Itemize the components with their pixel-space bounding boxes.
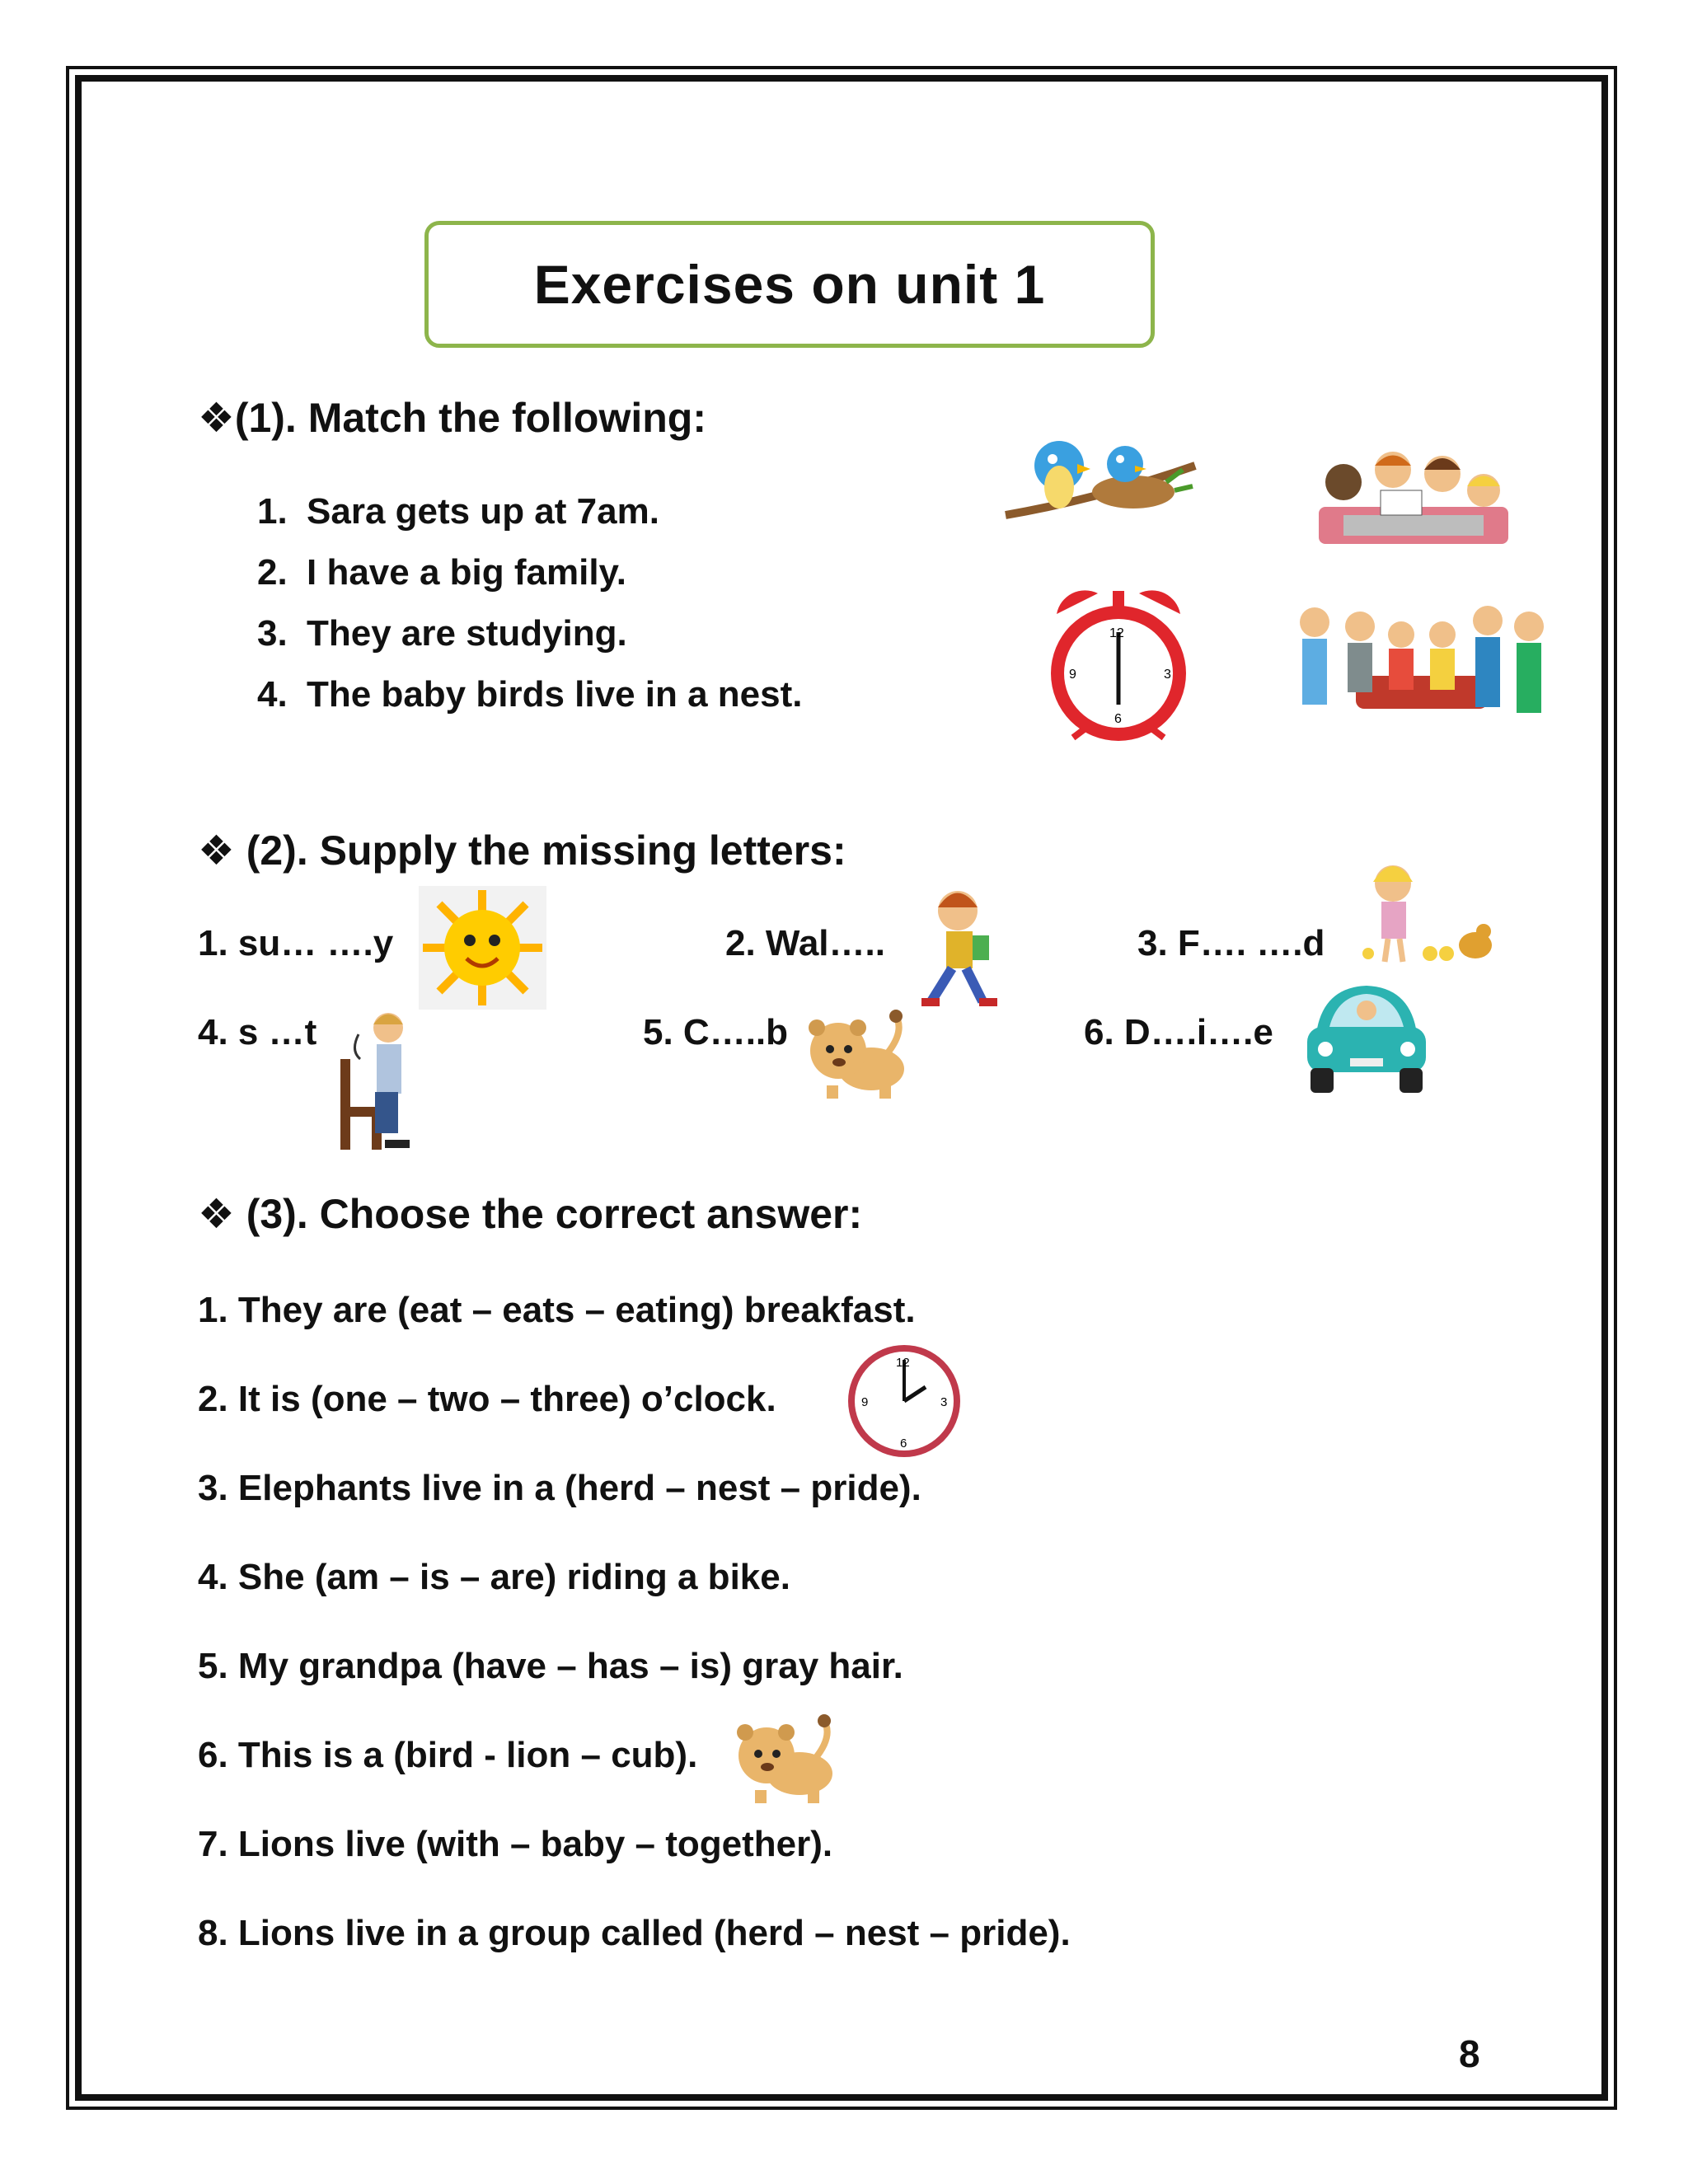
svg-text:3: 3 <box>940 1395 948 1409</box>
match-item: 1. Sara gets up at 7am. <box>257 491 659 532</box>
wall-clock-icon <box>845 1342 964 1461</box>
missing-letters-item: 6. D….i….e <box>1084 1012 1273 1052</box>
page-title: Exercises on unit 1 <box>533 254 1046 315</box>
match-item: 4. The baby birds live in a nest. <box>257 674 803 715</box>
match-item: 2. I have a big family. <box>257 552 626 593</box>
choose-question: 6. This is a (bird - lion – cub). <box>198 1735 698 1775</box>
girl-feeding-chicks-icon <box>1352 859 1496 970</box>
choose-question: 5. My grandpa (have – has – is) gray hair. <box>198 1646 903 1686</box>
man-sitting-icon <box>334 1010 416 1154</box>
sun-icon <box>419 886 546 1010</box>
missing-letters-item: 5. C…..b <box>643 1012 789 1052</box>
section2-heading: ❖ (2). Supply the missing letters: <box>198 827 846 874</box>
section3-heading: ❖ (3). Choose the correct answer: <box>198 1191 863 1237</box>
svg-text:3: 3 <box>1164 668 1171 682</box>
svg-text:9: 9 <box>861 1395 869 1409</box>
svg-text:12: 12 <box>896 1356 910 1370</box>
choose-question: 1. They are (eat – eats – eating) breakfast. <box>198 1290 916 1330</box>
missing-letters-item: 1. su… ….y <box>198 923 394 963</box>
big-family-icon <box>1290 598 1554 729</box>
children-studying-icon <box>1311 441 1517 548</box>
title-box <box>424 221 1155 348</box>
choose-question: 2. It is (one – two – three) o’clock. <box>198 1379 776 1419</box>
choose-question: 4. She (am – is – are) riding a bike. <box>198 1557 790 1597</box>
svg-text:9: 9 <box>1069 668 1076 682</box>
alarm-clock-icon <box>1040 581 1197 750</box>
missing-letters-item: 4. s …t <box>198 1012 317 1052</box>
choose-question: 7. Lions live (with – baby – together). <box>198 1824 833 1864</box>
lion-cub-icon <box>732 1714 847 1809</box>
driving-car-icon <box>1301 979 1432 1099</box>
svg-text:6: 6 <box>900 1436 907 1451</box>
page-number: 8 <box>1459 2032 1480 2075</box>
svg-text:12: 12 <box>1109 626 1124 640</box>
section1-heading: ❖(1). Match the following: <box>198 395 706 441</box>
choose-question: 3. Elephants live in a (herd – nest – pride). <box>198 1468 921 1508</box>
lion-cub-icon <box>804 1010 919 1104</box>
match-item: 3. They are studying. <box>257 613 627 654</box>
choose-question: 8. Lions live in a group called (herd – nest – pride). <box>198 1913 1071 1953</box>
missing-letters-item: 3. F…. ….d <box>1137 923 1325 963</box>
missing-letters-item: 2. Wal….. <box>725 923 885 963</box>
svg-text:6: 6 <box>1114 712 1122 726</box>
birds-nest-icon <box>1001 416 1199 548</box>
walking-boy-icon <box>907 886 1006 1014</box>
